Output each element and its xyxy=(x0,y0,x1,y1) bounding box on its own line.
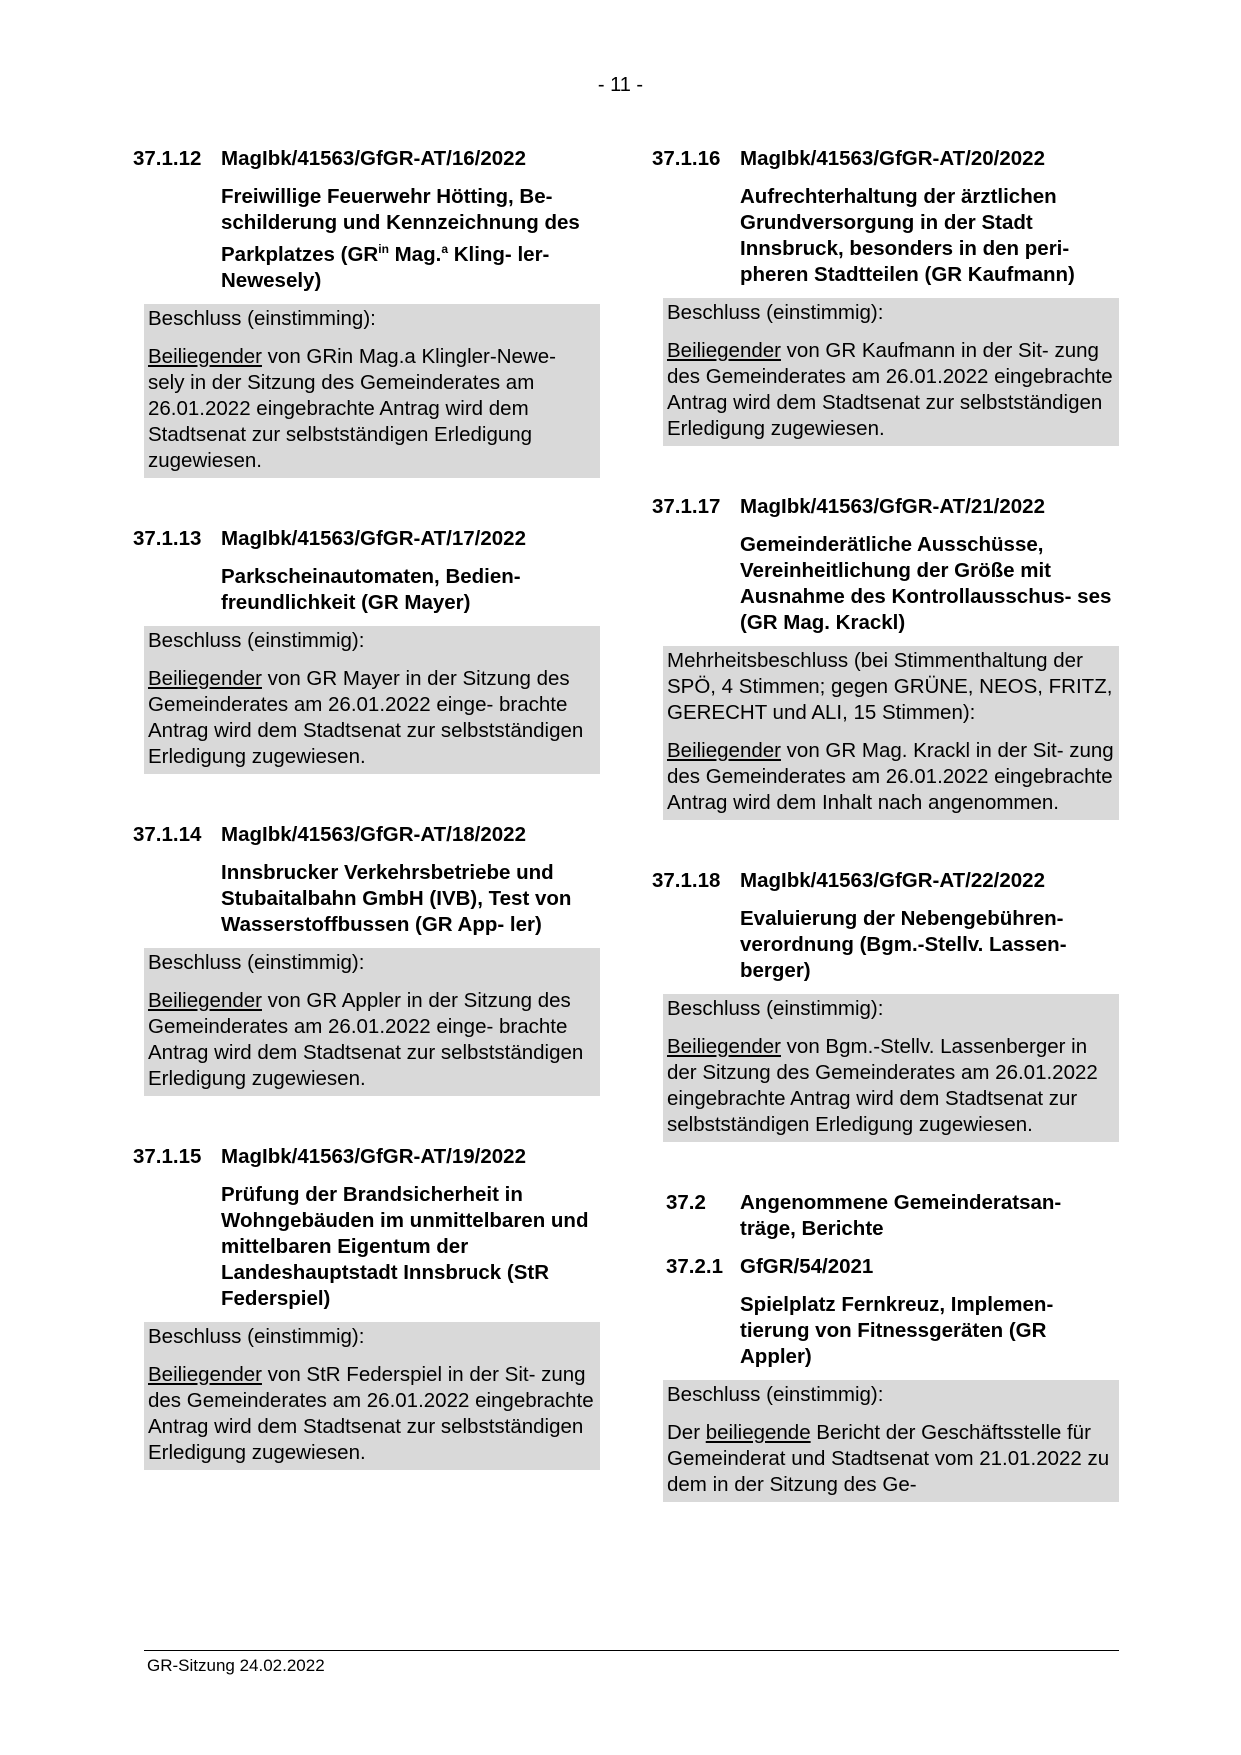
item-reference: MagIbk/41563/GfGR-AT/20/2022 xyxy=(740,147,1045,170)
decision-heading: Beschluss (einstimmig): xyxy=(148,628,365,652)
item-number: 37.1.16 xyxy=(652,147,721,170)
decision-heading: Beschluss (einstimmig): xyxy=(148,1324,365,1348)
attachment-link[interactable]: Beiliegender xyxy=(148,344,262,368)
agenda-item xyxy=(133,822,600,1096)
decision-heading: Beschluss (einstimmig): xyxy=(667,997,884,1020)
decision-box xyxy=(144,948,600,1096)
section-37-2 xyxy=(652,1190,1119,1502)
attachment-link[interactable]: Beiliegender xyxy=(667,1035,781,1058)
decision-box xyxy=(144,304,600,478)
decision-box xyxy=(663,298,1119,446)
attachment-link[interactable]: Beiliegender xyxy=(148,666,262,690)
item-reference: MagIbk/41563/GfGR-AT/17/2022 xyxy=(221,526,526,550)
item-number: 37.1.17 xyxy=(652,495,721,518)
decision-heading: Beschluss (einstimmig): xyxy=(667,301,884,324)
section-title: Angenommene Gemeinderatsan- träge, Berichte xyxy=(740,1191,1062,1240)
item-reference: MagIbk/41563/GfGR-AT/21/2022 xyxy=(740,495,1045,518)
decision-box xyxy=(663,1380,1119,1502)
decision-box xyxy=(144,626,600,774)
attachment-link[interactable]: Beiliegender xyxy=(148,988,262,1012)
decision-text: Der beiliegende Bericht der Geschäftsstelle für Gemeinderat und Stadtsenat vom 21.01.2022 zu dem in der Sitzung des Ge- xyxy=(667,1421,1110,1496)
item-title: Aufrechterhaltung der ärztlichen Grundversorgung in der Stadt Innsbruck, besonders in den peri- pheren Stadtteilen (GR Kaufmann) xyxy=(740,185,1075,286)
decision-text: Beiliegender von GR Mag. Krackl in der Sit- zung des Gemeinderates am 26.01.2022 eingebrachte Antrag wird dem Inhalt nach angenommen. xyxy=(667,739,1114,814)
page-number: - 11 - xyxy=(597,74,644,96)
footer-text: GR-Sitzung 24.02.2022 xyxy=(147,1656,325,1675)
agenda-item xyxy=(652,146,1119,446)
decision-heading: Beschluss (einstimmig): xyxy=(667,1383,884,1406)
decision-text: Beiliegender von GR Appler in der Sitzung des Gemeinderates am 26.01.2022 einge- brachte Antrag wird dem Stadtsenat zur selbstständigen Erledigung zugewiesen. xyxy=(148,988,584,1090)
decision-text: Beiliegender von GR Mayer in der Sitzung des Gemeinderates am 26.01.2022 einge- brachte Antrag wird dem Stadtsenat zur selbstständigen Erledigung zugewiesen. xyxy=(148,666,584,768)
item-title: Freiwillige Feuerwehr Hötting, Be- schilderung und Kennzeichnung des Parkplatzes ($GR^{in}$ Mag.$^a$ Kling- ler-Newesely) xyxy=(221,185,580,292)
decision-box xyxy=(663,646,1119,820)
item-title: Evaluierung der Nebengebühren- verordnung (Bgm.-Stellv. Lassen- berger) xyxy=(740,907,1067,982)
agenda-item xyxy=(652,868,1119,1142)
agenda-item xyxy=(652,494,1119,820)
right-column xyxy=(652,146,1119,1502)
decision-text: Beiliegender von GRin Mag.a Klingler-Newe- sely in der Sitzung des Gemeinderates am 26.01.2022 eingebrachte Antrag wird dem Stadtsenat zur selbstständigen Erledigung zugewiesen. xyxy=(148,344,556,472)
item-reference: MagIbk/41563/GfGR-AT/19/2022 xyxy=(221,1144,526,1168)
item-title: Spielplatz Fernkreuz, Implemen- tierung von Fitnessgeräten (GR Appler) xyxy=(740,1293,1054,1368)
decision-heading: Beschluss (einstimmig): xyxy=(148,950,365,974)
attachment-link[interactable]: Beiliegender xyxy=(667,339,781,362)
item-title: Gemeinderätliche Ausschüsse, Vereinheitlichung der Größe mit Ausnahme des Kontrollausschus- ses (GR Mag. Krackl) xyxy=(740,533,1112,634)
attachment-link[interactable]: Beiliegender xyxy=(667,739,781,762)
agenda-item xyxy=(133,526,600,774)
item-reference: GfGR/54/2021 xyxy=(740,1255,874,1278)
decision-box xyxy=(144,1322,600,1470)
item-number: 37.1.13 xyxy=(133,526,202,550)
item-title: Innsbrucker Verkehrsbetriebe und Stubaitalbahn GmbH (IVB), Test von Wasserstoffbussen (GR App- ler) xyxy=(221,860,572,936)
agenda-item xyxy=(133,146,600,478)
footer-rule xyxy=(144,1650,1119,1651)
decision-heading: Mehrheitsbeschluss (bei Stimmenthaltung der SPÖ, 4 Stimmen; gegen GRÜNE, NEOS, FRITZ, GERECHT und ALI, 15 Stimmen): xyxy=(667,649,1113,724)
item-number: 37.1.12 xyxy=(133,147,202,170)
item-reference: MagIbk/41563/GfGR-AT/22/2022 xyxy=(740,869,1045,892)
item-number: 37.1.15 xyxy=(133,1144,202,1168)
item-title: Parkscheinautomaten, Bedien- freundlichkeit (GR Mayer) xyxy=(221,564,521,614)
decision-heading: Beschluss (einstimming): xyxy=(148,306,376,330)
attachment-link[interactable]: Beiliegender xyxy=(148,1362,262,1386)
item-number: 37.1.14 xyxy=(133,822,202,846)
decision-text: Beiliegender von GR Kaufmann in der Sit- zung des Gemeinderates am 26.01.2022 eingebrachte Antrag wird dem Stadtsenat zur selbstständigen Erledigung zugewiesen. xyxy=(667,339,1113,440)
item-number: 37.1.18 xyxy=(652,869,721,892)
item-reference: MagIbk/41563/GfGR-AT/18/2022 xyxy=(221,822,526,846)
agenda-item xyxy=(133,1144,600,1470)
item-number: 37.2.1 xyxy=(666,1255,723,1278)
section-number: 37.2 xyxy=(666,1191,706,1214)
attachment-link[interactable]: beiliegende xyxy=(705,1421,811,1444)
item-title: Prüfung der Brandsicherheit in Wohngebäuden im unmittelbaren und mittelbaren Eigentum der Landeshauptstadt Innsbruck (StR Federspiel) xyxy=(221,1182,589,1310)
decision-text: Beiliegender von StR Federspiel in der Sit- zung des Gemeinderates am 26.01.2022 eingebrachte Antrag wird dem Stadtsenat zur selbstständigen Erledigung zugewiesen. xyxy=(148,1362,594,1464)
decision-box xyxy=(663,994,1119,1142)
item-reference: MagIbk/41563/GfGR-AT/16/2022 xyxy=(221,147,526,170)
decision-text: Beiliegender von Bgm.-Stellv. Lassenberger in der Sitzung des Gemeinderates am 26.01.2022 eingebrachte Antrag wird dem Stadtsenat zur selbstständigen Erledigung zugewiesen. xyxy=(667,1035,1098,1136)
left-column xyxy=(133,146,600,1518)
